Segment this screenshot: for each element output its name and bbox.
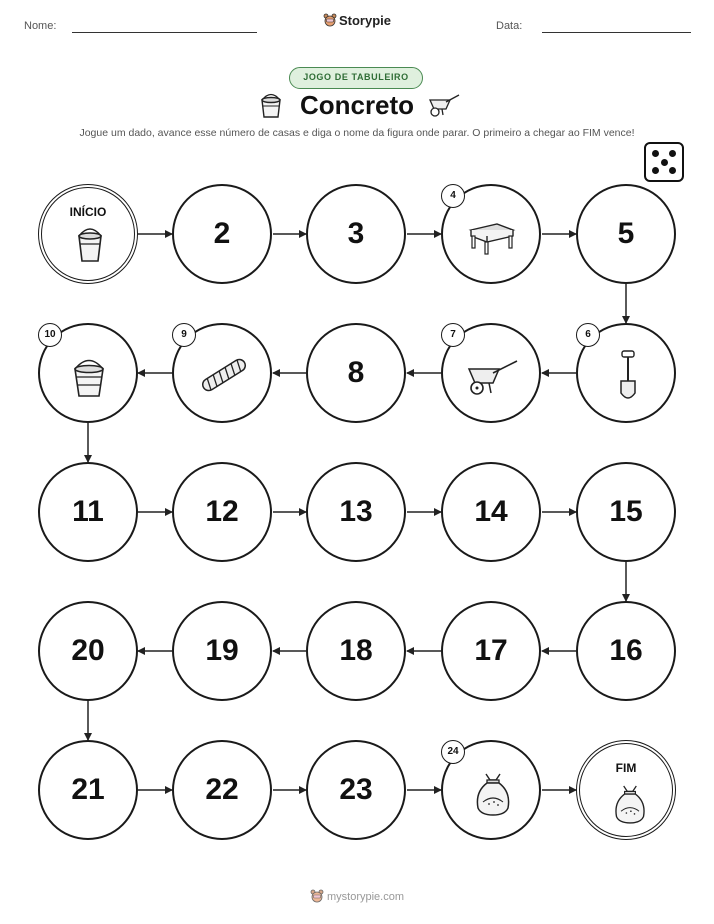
- board-cell-9: [172, 323, 272, 423]
- cement-bag-icon: [612, 782, 648, 826]
- game-type-badge: JOGO DE TABULEIRO: [289, 67, 423, 89]
- board-cell-17: 17: [441, 601, 541, 701]
- board-cell-start: [38, 184, 138, 284]
- name-label: Nome:: [24, 20, 57, 32]
- footer-site[interactable]: mystorypie.com: [326, 891, 405, 903]
- board-cell-2: 2: [172, 184, 272, 284]
- board-cell-6: [576, 323, 676, 423]
- cement-bag-icon: [473, 770, 513, 818]
- end-label: FIM: [615, 761, 637, 775]
- page-title: Concreto: [299, 90, 415, 120]
- cell-number-badge: 6: [576, 323, 600, 347]
- board-cell-end: [576, 740, 676, 840]
- board-cell-7: [441, 323, 541, 423]
- footer: [0, 889, 714, 903]
- rebar-icon: [198, 355, 250, 395]
- bear-logo-icon: [310, 889, 324, 903]
- shovel-icon: [616, 349, 640, 403]
- board-cell-3: 3: [306, 184, 406, 284]
- board-cell-20: 20: [38, 601, 138, 701]
- board-cell-19: 19: [172, 601, 272, 701]
- bucket-icon: [70, 355, 108, 399]
- board-cell-5: 5: [576, 184, 676, 284]
- board-cell-14: 14: [441, 462, 541, 562]
- board-cell-18: 18: [306, 601, 406, 701]
- cell-number-badge: 24: [441, 740, 465, 764]
- board-cell-24: [441, 740, 541, 840]
- bucket-icon: [74, 224, 106, 264]
- board-cell-10: [38, 323, 138, 423]
- instructions: Jogue um dado, avance esse número de casas e diga o nome da figura onde parar. O primeiro a chegar ao FIM vence!: [79, 127, 635, 139]
- board-cell-12: 12: [172, 462, 272, 562]
- board-cell-4: [441, 184, 541, 284]
- board-cell-13: 13: [306, 462, 406, 562]
- date-label: Data:: [496, 20, 523, 32]
- board-cell-16: 16: [576, 601, 676, 701]
- board-cell-11: 11: [38, 462, 138, 562]
- cell-number-badge: 4: [441, 184, 465, 208]
- cell-number-badge: 10: [38, 323, 62, 347]
- brand-name: Storypie: [338, 13, 391, 28]
- cell-number-badge: 7: [441, 323, 465, 347]
- board-cell-21: 21: [38, 740, 138, 840]
- board-cell-23: 23: [306, 740, 406, 840]
- sandbox-icon: [467, 218, 517, 256]
- wheelbarrow-icon: [465, 357, 521, 397]
- board-cell-8: 8: [306, 323, 406, 423]
- board-cell-22: 22: [172, 740, 272, 840]
- start-label: INÍCIO: [69, 205, 107, 219]
- board-cell-15: 15: [576, 462, 676, 562]
- cell-number-badge: 9: [172, 323, 196, 347]
